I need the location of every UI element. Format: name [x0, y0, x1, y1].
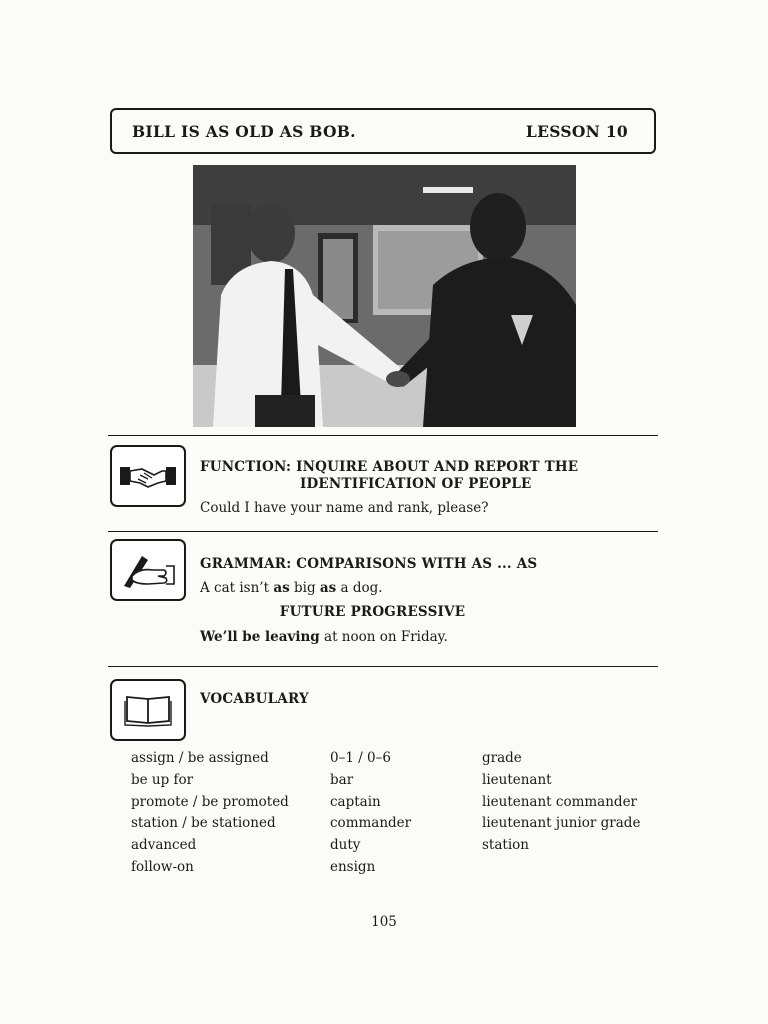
open-book-icon — [123, 693, 173, 727]
vocabulary-column-3 — [482, 748, 640, 857]
grammar-heading: GRAMMAR: COMPARISONS WITH AS ... AS — [200, 556, 538, 572]
vocab-word: be up for — [131, 771, 194, 788]
example-emphasis: as — [319, 580, 337, 596]
example-text: big — [289, 580, 320, 596]
vocabulary-icon-box — [110, 679, 186, 741]
handshake-icon — [118, 459, 178, 493]
vocab-word: bar — [330, 771, 354, 788]
section-divider — [108, 435, 658, 436]
handshake-photo — [193, 165, 576, 427]
example-emphasis: We’ll be leaving — [200, 629, 320, 645]
vocabulary-column-2 — [330, 748, 411, 879]
vocab-word: assign / be assigned — [131, 750, 269, 766]
grammar-example-1 — [200, 580, 383, 596]
example-text: A cat isn’t — [200, 580, 274, 596]
grammar-example-2 — [200, 629, 448, 645]
grammar-subheading: FUTURE PROGRESSIVE — [279, 604, 466, 620]
vocab-word: promote / be promoted — [131, 793, 289, 810]
function-example: Could I have your name and rank, please? — [200, 500, 489, 516]
lesson-title: BILL IS AS OLD AS BOB. — [132, 121, 356, 141]
example-text: at noon on Friday. — [319, 629, 448, 645]
example-emphasis: as — [273, 580, 290, 596]
vocab-word: follow-on — [131, 858, 194, 875]
vocab-word: lieutenant — [482, 771, 552, 788]
vocab-word: captain — [330, 793, 381, 810]
vocab-word: grade — [482, 750, 522, 766]
lesson-number: LESSON 10 — [525, 121, 628, 141]
vocab-word: commander — [330, 815, 412, 832]
lesson-photo — [193, 165, 576, 427]
vocab-word: station — [482, 837, 529, 854]
vocab-word: advanced — [131, 837, 197, 854]
vocab-word: lieutenant commander — [482, 793, 638, 810]
section-divider — [108, 666, 658, 667]
vocab-word: 0–1 / 0–6 — [330, 750, 391, 766]
lesson-header — [110, 108, 656, 154]
vocab-word: station / be stationed — [131, 815, 276, 832]
vocab-word: duty — [330, 837, 361, 854]
example-text: a dog. — [336, 580, 383, 596]
function-icon-box — [110, 445, 186, 507]
section-divider — [108, 531, 658, 532]
vocabulary-heading: VOCABULARY — [200, 691, 309, 707]
writing-hand-icon — [118, 550, 178, 590]
vocab-word: ensign — [330, 858, 376, 875]
function-heading-line1: FUNCTION: INQUIRE ABOUT AND REPORT THE — [200, 459, 579, 475]
page-number: 105 — [371, 914, 397, 930]
function-heading-line2: IDENTIFICATION OF PEOPLE — [300, 476, 532, 492]
vocabulary-column-1 — [131, 748, 289, 879]
grammar-icon-box — [110, 539, 186, 601]
vocab-word: lieutenant junior grade — [482, 815, 641, 832]
